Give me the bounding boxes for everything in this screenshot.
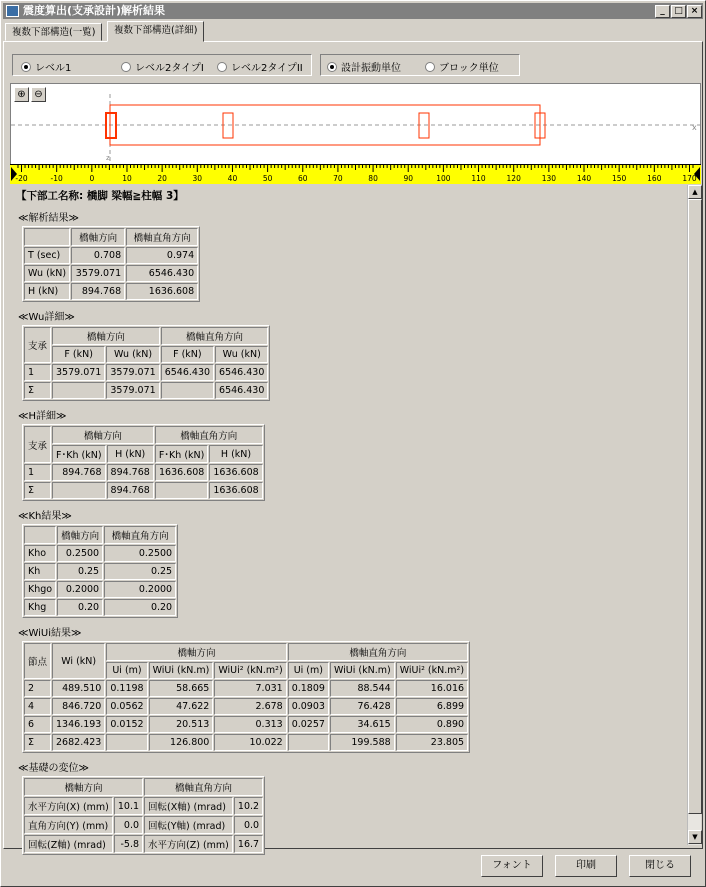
radio-block-unit[interactable]: ブロック単位: [425, 59, 499, 74]
ruler-tick-label: 120: [506, 174, 521, 183]
radio-dot-icon: [425, 62, 435, 72]
minimize-icon[interactable]: _: [655, 5, 670, 18]
unit-radio-group: [320, 54, 520, 76]
tab-list[interactable]: 複数下部構造(一覧): [5, 23, 102, 41]
wiui-title: ≪WiUi結果≫: [18, 628, 82, 639]
level-radio-group: [12, 54, 312, 76]
ruler-tick-label: 40: [227, 174, 238, 183]
results-content: [10, 185, 687, 851]
h-detail-table: 支承 橋軸方向 橋軸直角方向 F･Kh (kN) H (kN) F･Kh (kN) H (kN) 1 894.768 894.768 1636.608 1636.608 Σ 894.768 1636.608: [22, 424, 265, 501]
radio-level1[interactable]: レベル1: [21, 59, 71, 74]
ruler-tick-label: 20: [157, 174, 167, 183]
app-icon: [6, 5, 19, 17]
scroll-up-icon[interactable]: ▲: [688, 185, 702, 199]
ruler-tick-label: -10: [50, 174, 63, 183]
ruler-tick-label: 50: [262, 174, 273, 183]
ruler-tick-label: 90: [403, 174, 414, 183]
ruler-tick-label: 140: [576, 174, 592, 183]
table-row: Σ 894.768 1636.608: [24, 482, 263, 499]
wu-detail-table: 支承 橋軸方向 橋軸直角方向 F (kN) Wu (kN) F (kN) Wu (kN) 1 3579.071 3579.071 6546.430 6546.430 Σ 3579.071 6546.430: [22, 325, 270, 401]
title-bar: [3, 3, 703, 19]
table-row: 6 1346.193 0.0152 20.513 0.313 0.0257 34.615 0.890: [24, 716, 468, 733]
footer-bar: [3, 851, 703, 885]
radio-design-unit[interactable]: 設計振動単位: [327, 59, 401, 74]
close-icon[interactable]: ×: [687, 5, 702, 18]
wiui-table: 節点 Wi (kN) 橋軸方向 橋軸直角方向 Ui (m) WiUi (kN.m) WiUi² (kN.m²) Ui (m) WiUi (kN.m) WiUi² (kN.m²) 2 489.510 0.1198 58.665 7.031 0.1809 88.544 16.016 4 846.720 0.0562 47.622 2.678 0.0903 76.428 6.899 6 1346.193 0.0152 20.513 0.313 0.0257 34.615 0.890 Σ 2682.423 126.800 10.022 199.588 23.805: [22, 641, 470, 753]
displacement-table: 橋軸方向 橋軸直角方向 水平方向(X) (mm) 10.1 回転(X軸) (mrad) 10.2 直角方向(Y) (mm) 0.0 回転(Y軸) (mrad) 0.0 回転(Z軸) (mrad) -5.8 水平方向(Z) (mm) 16.7: [22, 776, 265, 855]
table-row: 水平方向(X) (mm) 10.1 回転(X軸) (mrad) 10.2: [24, 797, 263, 815]
table-row: T (sec) 0.708 0.974: [24, 247, 198, 264]
analysis-title: ≪解析結果≫: [18, 213, 79, 224]
ruler-scale: [10, 165, 701, 184]
ruler-tick-label: 60: [297, 174, 308, 183]
ruler-tick-label: 0: [89, 174, 95, 183]
table-row: H (kN) 894.768 1636.608: [24, 283, 198, 300]
ruler-tick-label: 150: [612, 174, 627, 183]
radio-dot-icon: [21, 62, 31, 72]
font-button[interactable]: フォント: [481, 855, 543, 877]
table-row: Wu (kN) 3579.071 6546.430: [24, 265, 198, 282]
axis-x-label: x: [692, 123, 697, 132]
page-title: 【下部工名称: 橋脚 梁幅≧柱幅 3】: [16, 190, 184, 202]
table-row: 4 846.720 0.0562 47.622 2.678 0.0903 76.428 6.899: [24, 698, 468, 715]
tab-detail[interactable]: 複数下部構造(詳細): [107, 21, 204, 42]
vertical-scrollbar[interactable]: [687, 185, 701, 845]
ruler-tick-label: 100: [436, 174, 451, 183]
ruler-tick-label: 70: [333, 174, 343, 183]
close-button[interactable]: 閉じる: [629, 855, 691, 877]
table-row: Khgo 0.2000 0.2000: [24, 581, 176, 598]
ruler-tick-label: 80: [368, 174, 378, 183]
radio-dot-icon: [217, 62, 227, 72]
table-row: 1 3579.071 3579.071 6546.430 6546.430: [24, 364, 268, 381]
table-row: 回転(Z軸) (mrad) -5.8 水平方向(Z) (mm) 16.7: [24, 835, 263, 853]
radio-level2-type2[interactable]: レベル2タイプII: [217, 59, 303, 74]
table-row: Σ 3579.071 6546.430: [24, 382, 268, 399]
ruler-tick-label: 30: [192, 174, 203, 183]
kh-title: ≪Kh結果≫: [18, 511, 72, 522]
table-row: Khg 0.20 0.20: [24, 599, 176, 616]
table-row: 1 894.768 894.768 1636.608 1636.608: [24, 464, 263, 481]
table-row: 2 489.510 0.1198 58.665 7.031 0.1809 88.544 16.016: [24, 680, 468, 697]
structure-drawing: [11, 84, 700, 164]
table-row: Kho 0.2500 0.2500: [24, 545, 176, 562]
displacement-title: ≪基礎の変位≫: [18, 763, 89, 774]
detail-panel: [3, 41, 703, 849]
scroll-thumb[interactable]: [688, 199, 702, 814]
scroll-down-icon[interactable]: ▼: [688, 830, 702, 844]
window-title: 震度算出(支承設計)解析結果: [23, 4, 166, 17]
radio-dot-icon: [121, 62, 131, 72]
maximize-icon[interactable]: □: [671, 5, 686, 18]
ruler-tick-label: 170: [682, 174, 697, 183]
analysis-table: 橋軸方向 橋軸直角方向 T (sec) 0.708 0.974 Wu (kN) 3579.071 6546.430 H (kN) 894.768 1636.608: [22, 226, 200, 302]
kh-table: 橋軸方向 橋軸直角方向 Kho 0.2500 0.2500 Kh 0.25 0.25 Khgo 0.2000 0.2000 Khg 0.20 0.20: [22, 524, 178, 618]
table-row: Kh 0.25 0.25: [24, 563, 176, 580]
radio-level2-type1[interactable]: レベル2タイプI: [121, 59, 204, 74]
h-detail-title: ≪H詳細≫: [18, 411, 67, 422]
ruler-tick-label: 160: [647, 174, 662, 183]
ruler-tick-label: -20: [15, 174, 28, 183]
axis-z-label: z: [106, 154, 110, 162]
table-row: Σ 2682.423 126.800 10.022 199.588 23.805: [24, 734, 468, 751]
tab-bar: [3, 21, 703, 41]
ruler: [10, 164, 701, 184]
table-row: 直角方向(Y) (mm) 0.0 回転(Y軸) (mrad) 0.0: [24, 816, 263, 834]
print-button[interactable]: 印刷: [555, 855, 617, 877]
ruler-tick-label: 110: [471, 174, 486, 183]
zoom-out-icon[interactable]: ⊖: [31, 87, 46, 102]
radio-dot-icon: [327, 62, 337, 72]
ruler-tick-label: 10: [122, 174, 132, 183]
zoom-in-icon[interactable]: ⊕: [14, 87, 29, 102]
wu-detail-title: ≪Wu詳細≫: [18, 312, 75, 323]
ruler-tick-label: 130: [541, 174, 557, 183]
